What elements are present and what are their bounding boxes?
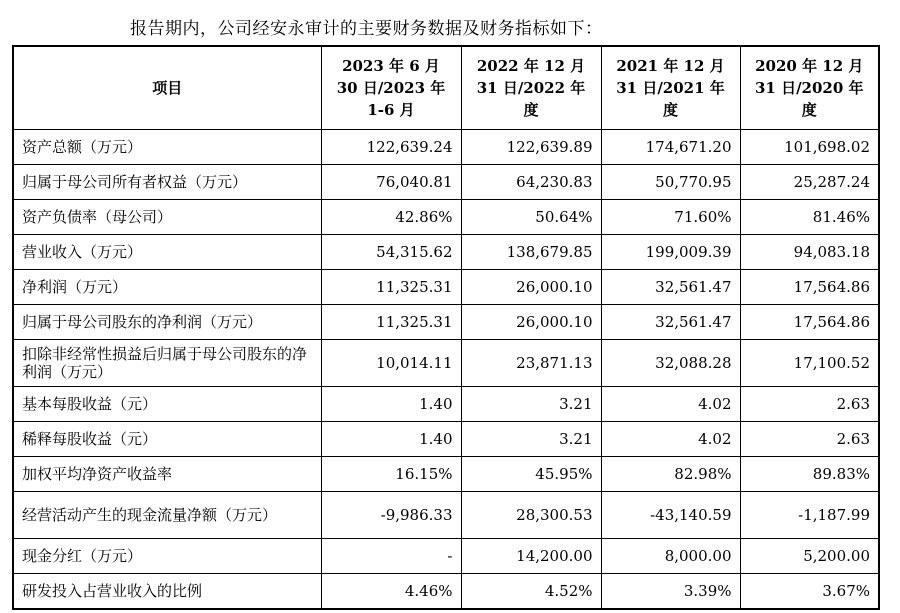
header-2022: 2022 年 12 月 31 日/2022 年度	[461, 46, 601, 130]
cell-value: 71.60%	[601, 200, 740, 235]
cell-value: 10,014.11	[321, 340, 461, 387]
table-row	[13, 200, 879, 235]
cell-value: 3.21	[461, 387, 601, 422]
table-row	[13, 457, 879, 492]
cell-value: 25,287.24	[740, 165, 879, 200]
cell-value: 89.83%	[740, 457, 879, 492]
cell-value: 3.67%	[740, 574, 879, 610]
row-label: 扣除非经常性损益后归属于母公司股东的净利润（万元）	[13, 340, 321, 387]
cell-value: 11,325.31	[321, 305, 461, 340]
table-row	[13, 539, 879, 574]
row-label: 资产总额（万元）	[13, 130, 321, 165]
cell-value: 122,639.89	[461, 130, 601, 165]
cell-value: 50.64%	[461, 200, 601, 235]
row-label: 资产负债率（母公司）	[13, 200, 321, 235]
cell-value: 64,230.83	[461, 165, 601, 200]
cell-value: 28,300.53	[461, 492, 601, 539]
row-label: 净利润（万元）	[13, 270, 321, 305]
cell-value: 17,100.52	[740, 340, 879, 387]
cell-value: 199,009.39	[601, 235, 740, 270]
cell-value: 1.40	[321, 422, 461, 457]
table-row	[13, 574, 879, 610]
cell-value: 3.39%	[601, 574, 740, 610]
cell-value: 54,315.62	[321, 235, 461, 270]
row-label: 基本每股收益（元）	[13, 387, 321, 422]
cell-value: 81.46%	[740, 200, 879, 235]
cell-value: 4.02	[601, 387, 740, 422]
cell-value: -9,986.33	[321, 492, 461, 539]
cell-value: 3.21	[461, 422, 601, 457]
cell-value: 26,000.10	[461, 270, 601, 305]
cell-value: 1.40	[321, 387, 461, 422]
table-row	[13, 130, 879, 165]
cell-value: 174,671.20	[601, 130, 740, 165]
cell-value: 2.63	[740, 422, 879, 457]
row-label: 归属于母公司所有者权益（万元）	[13, 165, 321, 200]
cell-value: 4.46%	[321, 574, 461, 610]
cell-value: 26,000.10	[461, 305, 601, 340]
table-row	[13, 270, 879, 305]
cell-value: 101,698.02	[740, 130, 879, 165]
cell-value: -43,140.59	[601, 492, 740, 539]
cell-value: 14,200.00	[461, 539, 601, 574]
cell-value: 17,564.86	[740, 270, 879, 305]
row-label: 研发投入占营业收入的比例	[13, 574, 321, 610]
header-item: 项目	[13, 46, 321, 130]
cell-value: 42.86%	[321, 200, 461, 235]
table-row	[13, 387, 879, 422]
table-row	[13, 235, 879, 270]
row-label: 稀释每股收益（元）	[13, 422, 321, 457]
cell-value: 4.52%	[461, 574, 601, 610]
cell-value: 32,088.28	[601, 340, 740, 387]
row-label: 营业收入（万元）	[13, 235, 321, 270]
cell-value: 50,770.95	[601, 165, 740, 200]
row-label: 经营活动产生的现金流量净额（万元）	[13, 492, 321, 539]
cell-value: -1,187.99	[740, 492, 879, 539]
table-row	[13, 492, 879, 539]
cell-value: 122,639.24	[321, 130, 461, 165]
cell-value: 8,000.00	[601, 539, 740, 574]
cell-value: 82.98%	[601, 457, 740, 492]
table-header-row	[13, 46, 879, 130]
table-row	[13, 340, 879, 387]
header-2020: 2020 年 12 月 31 日/2020 年度	[740, 46, 879, 130]
cell-value: 17,564.86	[740, 305, 879, 340]
row-label: 归属于母公司股东的净利润（万元）	[13, 305, 321, 340]
header-2021: 2021 年 12 月 31 日/2021 年度	[601, 46, 740, 130]
cell-value: 2.63	[740, 387, 879, 422]
cell-value: 76,040.81	[321, 165, 461, 200]
cell-value: 4.02	[601, 422, 740, 457]
financial-indicators-table	[12, 45, 880, 610]
cell-value: 32,561.47	[601, 305, 740, 340]
cell-value: 16.15%	[321, 457, 461, 492]
row-label: 现金分红（万元）	[13, 539, 321, 574]
table-row	[13, 305, 879, 340]
row-label: 加权平均净资产收益率	[13, 457, 321, 492]
cell-value: 5,200.00	[740, 539, 879, 574]
cell-value: 138,679.85	[461, 235, 601, 270]
cell-value: 11,325.31	[321, 270, 461, 305]
cell-value: 32,561.47	[601, 270, 740, 305]
cell-value: 45.95%	[461, 457, 601, 492]
cell-value: 94,083.18	[740, 235, 879, 270]
cell-value: -	[321, 539, 461, 574]
table-row	[13, 165, 879, 200]
intro-text: 报告期内，公司经安永审计的主要财务数据及财务指标如下：	[130, 19, 603, 39]
header-2023h1: 2023 年 6 月 30 日/2023 年 1-6 月	[321, 46, 461, 130]
table-row	[13, 422, 879, 457]
cell-value: 23,871.13	[461, 340, 601, 387]
